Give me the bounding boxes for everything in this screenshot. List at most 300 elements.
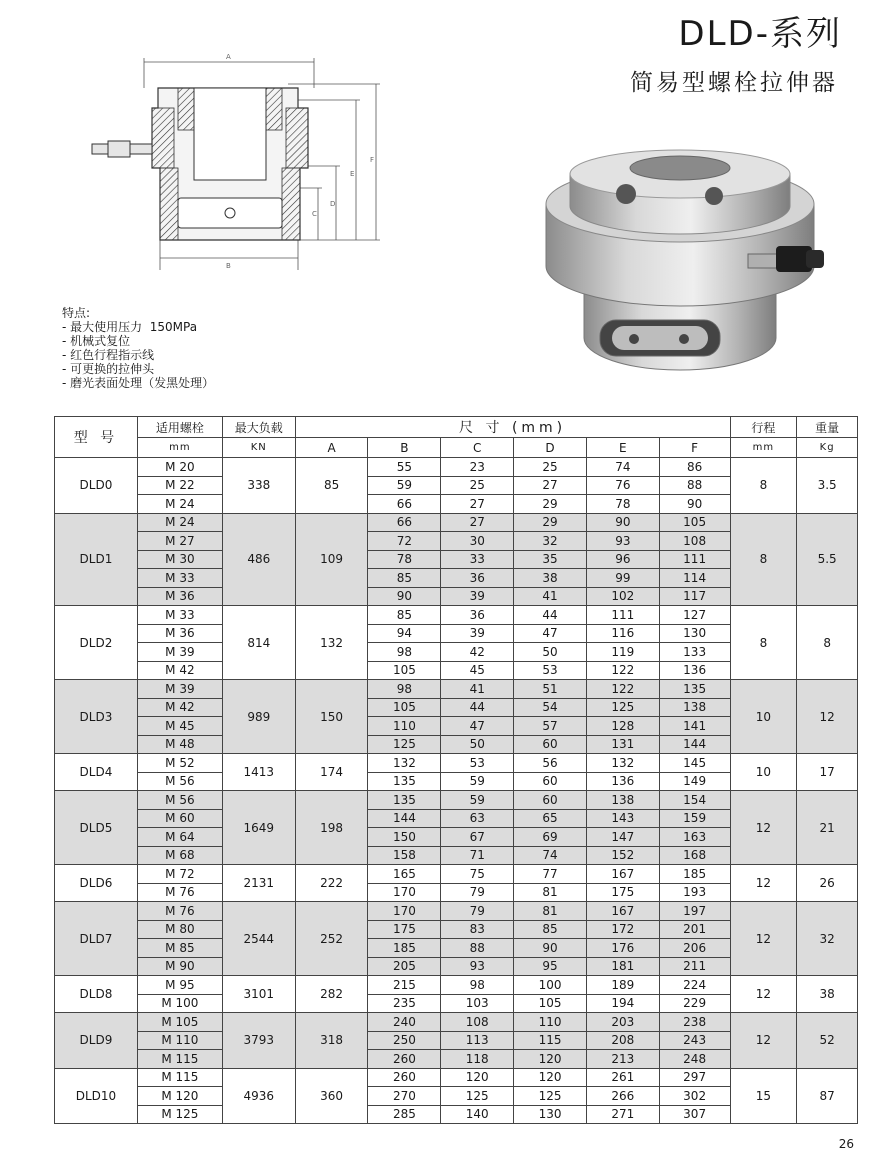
dim-cell: 165 — [368, 865, 441, 884]
dim-cell: 57 — [514, 717, 587, 736]
bolt-cell: M 76 — [137, 902, 222, 921]
dim-cell: 297 — [659, 1068, 730, 1087]
dim-cell: 100 — [514, 976, 587, 995]
dim-cell: 130 — [514, 1105, 587, 1124]
dim-cell: 194 — [586, 994, 659, 1013]
bolt-cell: M 56 — [137, 791, 222, 810]
dim-cell: 94 — [368, 624, 441, 643]
dim-a-cell: 198 — [295, 791, 368, 865]
dim-cell: 163 — [659, 828, 730, 847]
dim-cell: 118 — [441, 1050, 514, 1069]
dim-cell: 93 — [441, 957, 514, 976]
dim-cell: 243 — [659, 1031, 730, 1050]
dim-cell: 152 — [586, 846, 659, 865]
dim-cell: 159 — [659, 809, 730, 828]
table-row — [55, 902, 858, 921]
dim-cell: 69 — [514, 828, 587, 847]
dim-a-cell: 282 — [295, 976, 368, 1013]
bolt-cell: M 22 — [137, 476, 222, 495]
weight-cell: 87 — [797, 1068, 858, 1124]
dim-cell: 189 — [586, 976, 659, 995]
model-cell: DLD0 — [55, 458, 138, 514]
dim-cell: 85 — [368, 569, 441, 588]
dim-cell: 224 — [659, 976, 730, 995]
table-row — [55, 791, 858, 810]
dim-cell: 172 — [586, 920, 659, 939]
dim-cell: 140 — [441, 1105, 514, 1124]
dim-cell: 39 — [441, 587, 514, 606]
dim-cell: 213 — [586, 1050, 659, 1069]
dim-cell: 113 — [441, 1031, 514, 1050]
bolt-cell: M 56 — [137, 772, 222, 791]
dim-cell: 167 — [586, 865, 659, 884]
dim-cell: 260 — [368, 1068, 441, 1087]
dim-label-f: F — [370, 156, 375, 164]
dim-cell: 201 — [659, 920, 730, 939]
dim-cell: 248 — [659, 1050, 730, 1069]
stroke-cell: 12 — [730, 902, 797, 976]
cross-section-drawing — [88, 48, 388, 278]
header-dim-d: D — [514, 438, 587, 458]
dim-cell: 36 — [441, 569, 514, 588]
header-dim-b: B — [368, 438, 441, 458]
dim-cell: 307 — [659, 1105, 730, 1124]
dim-cell: 108 — [441, 1013, 514, 1032]
dim-cell: 98 — [368, 680, 441, 699]
dim-cell: 143 — [586, 809, 659, 828]
dim-label-c: C — [312, 210, 317, 218]
weight-cell: 8 — [797, 606, 858, 680]
dim-cell: 170 — [368, 883, 441, 902]
dim-cell: 74 — [514, 846, 587, 865]
table-row — [55, 1068, 858, 1087]
dim-cell: 56 — [514, 754, 587, 773]
dim-cell: 66 — [368, 495, 441, 514]
bolt-cell: M 72 — [137, 865, 222, 884]
bolt-cell: M 30 — [137, 550, 222, 569]
weight-cell: 5.5 — [797, 513, 858, 606]
bolt-cell: M 68 — [137, 846, 222, 865]
bolt-cell: M 20 — [137, 458, 222, 477]
dim-cell: 93 — [586, 532, 659, 551]
dim-cell: 81 — [514, 883, 587, 902]
dim-cell: 136 — [586, 772, 659, 791]
model-cell: DLD9 — [55, 1013, 138, 1069]
table-row — [55, 606, 858, 625]
dim-cell: 86 — [659, 458, 730, 477]
dim-cell: 130 — [659, 624, 730, 643]
feature-item: - 红色行程指示线 — [62, 348, 155, 362]
dim-cell: 197 — [659, 902, 730, 921]
dim-a-cell: 150 — [295, 680, 368, 754]
dim-cell: 30 — [441, 532, 514, 551]
dim-cell: 95 — [514, 957, 587, 976]
stroke-cell: 12 — [730, 791, 797, 865]
bolt-cell: M 36 — [137, 624, 222, 643]
dim-cell: 90 — [514, 939, 587, 958]
dim-cell: 60 — [514, 791, 587, 810]
dim-cell: 193 — [659, 883, 730, 902]
bolt-cell: M 39 — [137, 680, 222, 699]
dim-cell: 270 — [368, 1087, 441, 1106]
header-dim-f: F — [659, 438, 730, 458]
load-cell: 4936 — [222, 1068, 295, 1124]
dim-cell: 99 — [586, 569, 659, 588]
dim-cell: 125 — [368, 735, 441, 754]
dim-cell: 127 — [659, 606, 730, 625]
dim-cell: 250 — [368, 1031, 441, 1050]
dim-cell: 60 — [514, 735, 587, 754]
table-row — [55, 754, 858, 773]
dim-cell: 115 — [514, 1031, 587, 1050]
dim-cell: 261 — [586, 1068, 659, 1087]
dim-a-cell: 174 — [295, 754, 368, 791]
dim-cell: 135 — [659, 680, 730, 699]
table-row — [55, 1013, 858, 1032]
dim-cell: 41 — [441, 680, 514, 699]
load-cell: 2544 — [222, 902, 295, 976]
spec-table-body — [55, 458, 858, 1124]
dim-cell: 23 — [441, 458, 514, 477]
dim-cell: 175 — [368, 920, 441, 939]
dim-cell: 208 — [586, 1031, 659, 1050]
dim-cell: 98 — [368, 643, 441, 662]
dim-cell: 66 — [368, 513, 441, 532]
dim-cell: 98 — [441, 976, 514, 995]
dim-cell: 203 — [586, 1013, 659, 1032]
dim-cell: 44 — [514, 606, 587, 625]
dim-cell: 38 — [514, 569, 587, 588]
dim-cell: 47 — [441, 717, 514, 736]
dim-cell: 229 — [659, 994, 730, 1013]
dim-cell: 60 — [514, 772, 587, 791]
dim-cell: 271 — [586, 1105, 659, 1124]
dim-a-cell: 222 — [295, 865, 368, 902]
load-cell: 1413 — [222, 754, 295, 791]
load-cell: 814 — [222, 606, 295, 680]
load-cell: 486 — [222, 513, 295, 606]
dim-cell: 88 — [659, 476, 730, 495]
bolt-cell: M 24 — [137, 495, 222, 514]
bolt-cell: M 45 — [137, 717, 222, 736]
header-bolt: 适用螺栓 — [137, 417, 222, 438]
model-cell: DLD6 — [55, 865, 138, 902]
stroke-cell: 12 — [730, 865, 797, 902]
dim-cell: 27 — [441, 495, 514, 514]
dim-cell: 81 — [514, 902, 587, 921]
model-cell: DLD10 — [55, 1068, 138, 1124]
bolt-cell: M 33 — [137, 569, 222, 588]
features-list — [62, 306, 214, 390]
dim-cell: 53 — [441, 754, 514, 773]
bolt-cell: M 76 — [137, 883, 222, 902]
weight-cell: 32 — [797, 902, 858, 976]
feature-item: - 磨光表面处理（发黑处理） — [62, 376, 215, 390]
stroke-cell: 10 — [730, 754, 797, 791]
dim-cell: 175 — [586, 883, 659, 902]
weight-cell: 26 — [797, 865, 858, 902]
dim-cell: 59 — [441, 772, 514, 791]
stroke-cell: 8 — [730, 458, 797, 514]
dim-cell: 105 — [368, 698, 441, 717]
bolt-cell: M 52 — [137, 754, 222, 773]
dim-label-d: D — [330, 200, 336, 208]
dim-cell: 50 — [441, 735, 514, 754]
dim-cell: 105 — [368, 661, 441, 680]
bolt-cell: M 48 — [137, 735, 222, 754]
dim-cell: 59 — [441, 791, 514, 810]
dim-cell: 90 — [368, 587, 441, 606]
header-weight: 重量 — [797, 417, 858, 438]
dim-cell: 149 — [659, 772, 730, 791]
dim-cell: 25 — [441, 476, 514, 495]
bolt-cell: M 120 — [137, 1087, 222, 1106]
dim-cell: 114 — [659, 569, 730, 588]
dim-cell: 154 — [659, 791, 730, 810]
dim-cell: 135 — [368, 791, 441, 810]
dim-cell: 168 — [659, 846, 730, 865]
header-dims: 尺 寸 (mm) — [295, 417, 730, 438]
stroke-cell: 12 — [730, 976, 797, 1013]
dim-cell: 145 — [659, 754, 730, 773]
dim-cell: 96 — [586, 550, 659, 569]
dim-cell: 110 — [514, 1013, 587, 1032]
model-cell: DLD8 — [55, 976, 138, 1013]
dim-cell: 132 — [586, 754, 659, 773]
dim-cell: 42 — [441, 643, 514, 662]
feature-item: - 机械式复位 — [62, 334, 131, 348]
model-cell: DLD4 — [55, 754, 138, 791]
table-row — [55, 865, 858, 884]
dim-cell: 105 — [659, 513, 730, 532]
bolt-cell: M 36 — [137, 587, 222, 606]
dim-cell: 59 — [368, 476, 441, 495]
bolt-cell: M 125 — [137, 1105, 222, 1124]
dim-cell: 78 — [368, 550, 441, 569]
weight-cell: 17 — [797, 754, 858, 791]
model-cell: DLD1 — [55, 513, 138, 606]
header-stroke: 行程 — [730, 417, 797, 438]
dim-cell: 117 — [659, 587, 730, 606]
dim-cell: 125 — [586, 698, 659, 717]
dim-cell: 85 — [514, 920, 587, 939]
dim-cell: 167 — [586, 902, 659, 921]
load-cell: 3101 — [222, 976, 295, 1013]
header-model: 型 号 — [55, 417, 138, 458]
dim-cell: 76 — [586, 476, 659, 495]
bolt-cell: M 95 — [137, 976, 222, 995]
dim-cell: 50 — [514, 643, 587, 662]
dim-cell: 176 — [586, 939, 659, 958]
weight-cell: 12 — [797, 680, 858, 754]
dim-cell: 78 — [586, 495, 659, 514]
table-row — [55, 513, 858, 532]
dim-cell: 238 — [659, 1013, 730, 1032]
dim-cell: 111 — [659, 550, 730, 569]
dim-cell: 185 — [368, 939, 441, 958]
model-cell: DLD2 — [55, 606, 138, 680]
dim-cell: 29 — [514, 513, 587, 532]
dim-cell: 90 — [659, 495, 730, 514]
bolt-cell: M 42 — [137, 661, 222, 680]
dim-cell: 181 — [586, 957, 659, 976]
dim-cell: 170 — [368, 902, 441, 921]
bolt-cell: M 80 — [137, 920, 222, 939]
weight-cell: 21 — [797, 791, 858, 865]
dim-cell: 136 — [659, 661, 730, 680]
bolt-cell: M 115 — [137, 1068, 222, 1087]
bolt-cell: M 105 — [137, 1013, 222, 1032]
dim-cell: 63 — [441, 809, 514, 828]
dim-cell: 266 — [586, 1087, 659, 1106]
feature-item: - 可更换的拉伸头 — [62, 362, 155, 376]
dim-cell: 302 — [659, 1087, 730, 1106]
header-dim-c: C — [441, 438, 514, 458]
bolt-cell: M 42 — [137, 698, 222, 717]
dim-cell: 132 — [368, 754, 441, 773]
dim-cell: 141 — [659, 717, 730, 736]
page-title: DLD-系列 — [678, 14, 842, 54]
header-stroke-unit: mm — [730, 438, 797, 458]
dim-cell: 120 — [441, 1068, 514, 1087]
dim-cell: 54 — [514, 698, 587, 717]
dim-cell: 67 — [441, 828, 514, 847]
header-bolt-unit: mm — [137, 438, 222, 458]
stroke-cell: 8 — [730, 513, 797, 606]
bolt-cell: M 100 — [137, 994, 222, 1013]
dim-cell: 105 — [514, 994, 587, 1013]
model-cell: DLD5 — [55, 791, 138, 865]
stroke-cell: 8 — [730, 606, 797, 680]
dim-cell: 83 — [441, 920, 514, 939]
product-photo — [538, 148, 828, 378]
weight-cell: 3.5 — [797, 458, 858, 514]
dim-a-cell: 132 — [295, 606, 368, 680]
dim-cell: 79 — [441, 902, 514, 921]
dim-label-e: E — [350, 170, 355, 178]
dim-cell: 27 — [514, 476, 587, 495]
feature-item: - 最大使用压力 150MPa — [62, 320, 198, 334]
dim-cell: 55 — [368, 458, 441, 477]
header-dim-a: A — [295, 438, 368, 458]
weight-cell: 38 — [797, 976, 858, 1013]
dim-cell: 103 — [441, 994, 514, 1013]
dim-cell: 260 — [368, 1050, 441, 1069]
dim-cell: 71 — [441, 846, 514, 865]
dim-cell: 120 — [514, 1068, 587, 1087]
dim-cell: 111 — [586, 606, 659, 625]
bolt-cell: M 90 — [137, 957, 222, 976]
dim-cell: 85 — [368, 606, 441, 625]
dim-cell: 39 — [441, 624, 514, 643]
bolt-cell: M 33 — [137, 606, 222, 625]
bolt-cell: M 60 — [137, 809, 222, 828]
bolt-cell: M 115 — [137, 1050, 222, 1069]
dim-cell: 75 — [441, 865, 514, 884]
dim-cell: 144 — [659, 735, 730, 754]
stroke-cell: 10 — [730, 680, 797, 754]
dim-label-a: A — [226, 53, 231, 61]
dim-cell: 206 — [659, 939, 730, 958]
dim-cell: 25 — [514, 458, 587, 477]
table-row — [55, 458, 858, 477]
dim-a-cell: 318 — [295, 1013, 368, 1069]
bolt-cell: M 24 — [137, 513, 222, 532]
dim-cell: 119 — [586, 643, 659, 662]
bolt-cell: M 27 — [137, 532, 222, 551]
header-load: 最大负载 — [222, 417, 295, 438]
dim-cell: 131 — [586, 735, 659, 754]
page-number: 26 — [838, 1137, 854, 1151]
dim-cell: 77 — [514, 865, 587, 884]
model-cell: DLD7 — [55, 902, 138, 976]
stroke-cell: 15 — [730, 1068, 797, 1124]
header-dim-e: E — [586, 438, 659, 458]
bolt-cell: M 64 — [137, 828, 222, 847]
dim-cell: 44 — [441, 698, 514, 717]
features-heading: 特点: — [62, 306, 91, 320]
dim-cell: 116 — [586, 624, 659, 643]
dim-cell: 125 — [441, 1087, 514, 1106]
dim-a-cell: 252 — [295, 902, 368, 976]
dim-cell: 47 — [514, 624, 587, 643]
dim-cell: 138 — [659, 698, 730, 717]
bolt-cell: M 85 — [137, 939, 222, 958]
dim-cell: 32 — [514, 532, 587, 551]
dim-cell: 120 — [514, 1050, 587, 1069]
table-row — [55, 680, 858, 699]
dim-cell: 90 — [586, 513, 659, 532]
load-cell: 2131 — [222, 865, 295, 902]
header-load-unit: KN — [222, 438, 295, 458]
dim-a-cell: 109 — [295, 513, 368, 606]
dim-cell: 125 — [514, 1087, 587, 1106]
dim-cell: 147 — [586, 828, 659, 847]
dim-cell: 79 — [441, 883, 514, 902]
dim-cell: 135 — [368, 772, 441, 791]
dim-cell: 128 — [586, 717, 659, 736]
load-cell: 989 — [222, 680, 295, 754]
dim-cell: 45 — [441, 661, 514, 680]
weight-cell: 52 — [797, 1013, 858, 1069]
dim-label-b: B — [226, 262, 231, 270]
load-cell: 3793 — [222, 1013, 295, 1069]
dim-cell: 33 — [441, 550, 514, 569]
model-cell: DLD3 — [55, 680, 138, 754]
dim-cell: 144 — [368, 809, 441, 828]
spec-table — [54, 416, 858, 1124]
bolt-cell: M 39 — [137, 643, 222, 662]
dim-cell: 88 — [441, 939, 514, 958]
stroke-cell: 12 — [730, 1013, 797, 1069]
dim-cell: 122 — [586, 680, 659, 699]
dim-a-cell: 360 — [295, 1068, 368, 1124]
table-row — [55, 976, 858, 995]
bolt-cell: M 110 — [137, 1031, 222, 1050]
dim-cell: 138 — [586, 791, 659, 810]
dim-cell: 205 — [368, 957, 441, 976]
dim-cell: 102 — [586, 587, 659, 606]
dim-cell: 72 — [368, 532, 441, 551]
dim-cell: 150 — [368, 828, 441, 847]
dim-cell: 158 — [368, 846, 441, 865]
dim-cell: 27 — [441, 513, 514, 532]
dim-a-cell: 85 — [295, 458, 368, 514]
dim-cell: 235 — [368, 994, 441, 1013]
dim-cell: 74 — [586, 458, 659, 477]
dim-cell: 285 — [368, 1105, 441, 1124]
dim-cell: 108 — [659, 532, 730, 551]
